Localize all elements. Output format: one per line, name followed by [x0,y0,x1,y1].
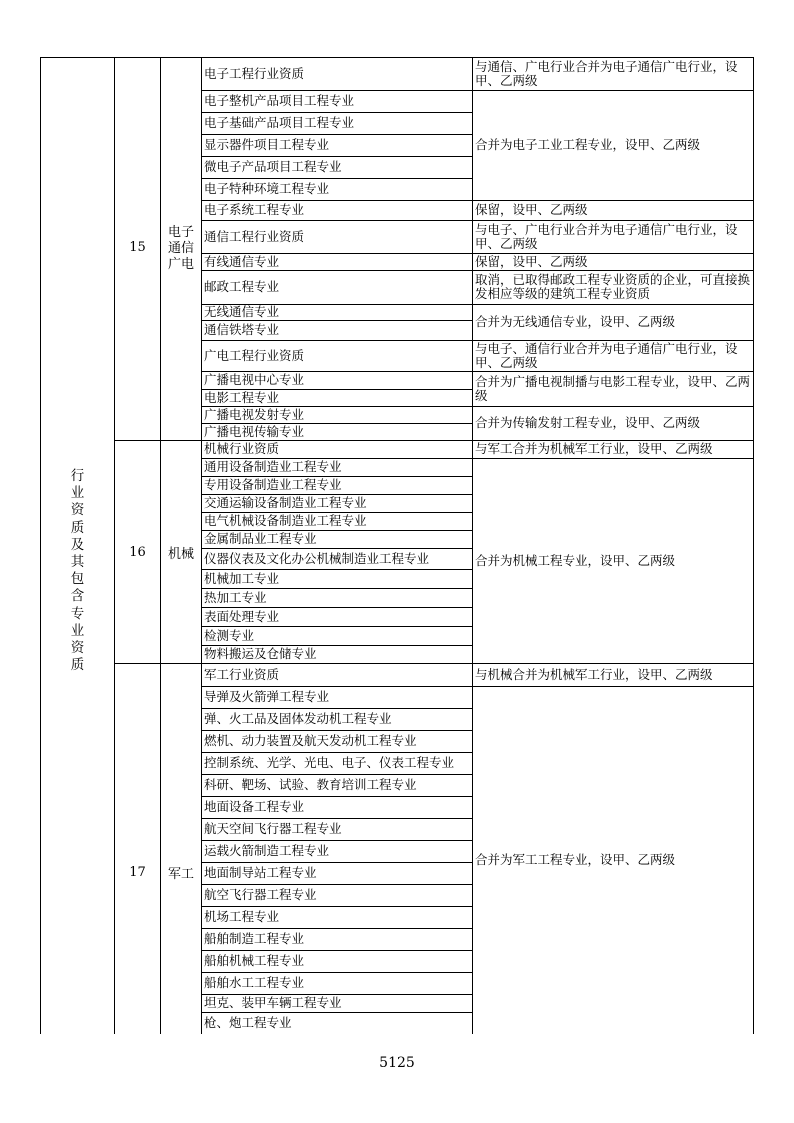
remark-text: 取消，已取得邮政工程专业资质的企业，可直接换发相应等级的建筑工程专业资质 [475,272,751,301]
row-rule [201,818,473,819]
qualification-item: 导弹及火箭弹工程专业 [204,689,330,704]
qualification-item: 控制系统、光学、光电、电子、仪表工程专业 [204,755,455,770]
group-name-line: 广电 [167,257,194,272]
group-name-line: 通信 [167,241,194,256]
category-vertical-label [41,468,114,674]
qualification-item: 电子特种环境工程专业 [204,181,330,196]
row-rule [201,607,473,608]
row-rule [201,884,473,885]
remark-text: 保留，设甲、乙两级 [475,253,588,269]
qualification-item: 地面设备工程专业 [204,799,305,814]
row-rule [201,972,473,973]
remark-text: 与机械合并为机械军工行业，设甲、乙两级 [475,666,713,682]
category-char: 资 [70,640,85,657]
qualification-item: 广播电视中心专业 [204,372,305,387]
category-char: 含 [70,588,85,605]
row-rule [201,178,473,179]
qualification-item: 电子系统工程专业 [204,202,305,217]
qualification-item: 金属制品业工程专业 [204,531,317,546]
remark-text: 与通信、广电行业合并为电子通信广电行业，设甲、乙两级 [475,58,738,88]
row-rule [201,320,473,321]
qualification-item: 科研、靶场、试验、教育培训工程专业 [204,777,417,792]
qualification-item: 电子整机产品项目工程专业 [204,93,355,108]
qualification-item: 坦克、装甲车辆工程专业 [204,995,342,1010]
category-char: 资 [70,502,85,519]
group-number: 17 [129,864,146,880]
remark-text: 合并为电子工业工程专业，设甲、乙两级 [475,137,701,152]
qualification-item: 船舶制造工程专业 [204,931,305,946]
category-char: 质 [70,657,85,674]
row-rule [472,458,754,459]
row-rule [472,406,754,407]
row-rule [201,862,473,863]
row-rule [472,90,754,91]
qualification-item: 运载火箭制造工程专业 [204,843,330,858]
qualification-item: 电气机械设备制造业工程专业 [204,513,367,528]
qualification-item: 航天空间飞行器工程专业 [204,821,342,836]
qualification-item: 船舶机械工程专业 [204,953,305,968]
qualification-item: 机械加工专业 [204,570,280,586]
group-name-line: 电子 [167,225,194,240]
qualification-item: 热加工专业 [204,589,267,605]
qualification-item: 交通运输设备制造业工程专业 [204,495,367,510]
qualification-item: 电子工程行业资质 [204,65,305,81]
qualification-item: 检测专业 [204,627,255,643]
qualification-item: 通信工程行业资质 [204,228,305,244]
group-number: 15 [129,239,146,255]
row-rule [201,626,473,627]
category-char: 专 [70,605,85,622]
qualification-item: 燃机、动力装置及航天发动机工程专业 [204,733,417,748]
remark-text: 与军工合并为机械军工行业，设甲、乙两级 [475,441,713,456]
row-rule [201,156,473,157]
qualification-item: 航空飞行器工程专业 [204,887,317,902]
category-char: 其 [70,554,85,571]
category-char: 质 [70,519,85,536]
remark-text: 与电子、广电行业合并为电子通信广电行业，设甲、乙两级 [475,221,738,251]
row-rule [201,840,473,841]
qualification-item: 广播电视传输专业 [204,423,305,439]
qualification-item: 无线通信专业 [204,304,280,319]
row-rule [472,270,754,271]
qualification-item: 船舶水工工程专业 [204,975,305,990]
qualification-item: 机械行业资质 [204,441,280,456]
qualification-item: 军工行业资质 [204,666,280,682]
remark-text: 合并为机械工程专业，设甲、乙两级 [475,552,676,568]
category-char: 及 [70,536,85,553]
qualification-item: 电子基础产品项目工程专业 [204,115,355,130]
group-name: 军工 [167,866,194,882]
row-rule [201,708,473,709]
qualification-item: 枪、炮工程专业 [204,1015,292,1030]
row-rule [201,906,473,907]
qualification-item: 表面处理专业 [204,608,280,624]
row-rule [201,548,473,549]
group-number: 16 [129,544,146,560]
qualification-item: 广电工程行业资质 [204,347,305,363]
row-rule [201,112,473,113]
row-rule [201,686,473,687]
remark-text: 合并为军工工程专业，设甲、乙两级 [475,852,676,867]
row-rule [472,686,754,687]
qualification-item: 通用设备制造业工程专业 [204,459,342,474]
row-rule [472,220,754,221]
category-char: 行 [70,468,85,484]
qualification-item: 微电子产品项目工程专业 [204,159,342,174]
row-rule [201,752,473,753]
row-rule [201,220,473,221]
qualification-item: 电影工程专业 [204,389,280,405]
row-rule [201,730,473,731]
qualification-item: 专用设备制造业工程专业 [204,477,342,492]
row-rule [201,1012,473,1013]
row-rule [201,134,473,135]
row-rule [201,950,473,951]
row-rule [201,90,473,91]
qualification-item: 广播电视发射专业 [204,406,305,422]
remark-text: 合并为广播电视制播与电影工程专业，设甲、乙两级 [475,373,751,403]
remark-text: 与电子、通信行业合并为电子通信广电行业，设甲、乙两级 [475,340,738,370]
qualification-item: 有线通信专业 [204,253,280,269]
group-name: 机械 [167,546,194,562]
qualification-item: 机场工程专业 [204,909,280,924]
category-char: 业 [70,485,85,502]
row-rule [472,200,754,201]
remark-text: 合并为传输发射工程专业，设甲、乙两级 [475,415,701,430]
row-rule [201,796,473,797]
category-char: 包 [70,571,85,588]
row-rule [201,200,473,201]
category-char: 业 [70,622,85,639]
row-rule [201,270,473,271]
row-rule [201,569,473,570]
qualification-item: 通信铁塔专业 [204,322,280,337]
row-rule [201,928,473,929]
group-name [161,224,201,274]
page-number: 5125 [379,1055,415,1071]
qualification-item: 邮政工程专业 [204,279,280,294]
qualification-item: 仪器仪表及文化办公机械制造业工程专业 [204,550,430,566]
row-rule [472,371,754,372]
qualification-item: 显示器件项目工程专业 [204,137,330,152]
row-rule [201,340,473,341]
qualification-item: 物料搬运及仓储专业 [204,646,317,661]
row-rule [472,304,754,305]
remark-text: 合并为无线通信专业，设甲、乙两级 [475,314,676,329]
remark-text: 保留，设甲、乙两级 [475,202,588,217]
row-rule [201,774,473,775]
row-rule [201,588,473,589]
qualification-item: 地面制导站工程专业 [204,865,317,880]
qualification-item: 弹、火工品及固体发动机工程专业 [204,711,392,726]
